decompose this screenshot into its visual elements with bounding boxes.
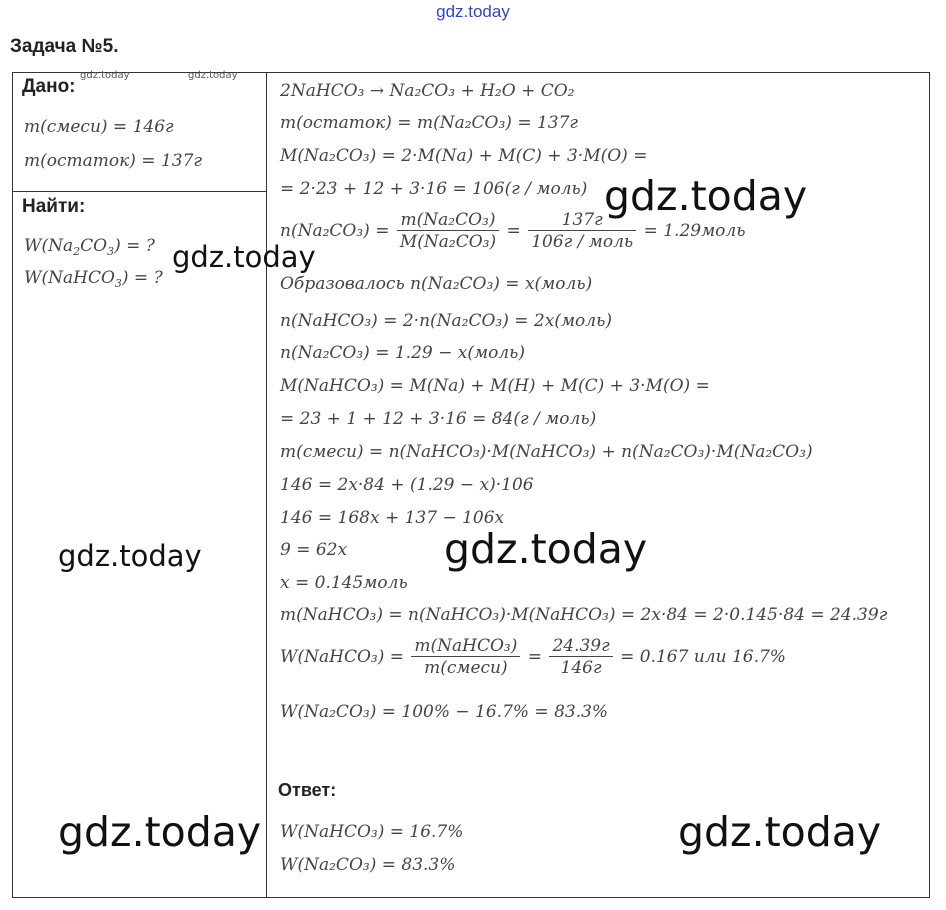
- mass-nahco3: m(NaHCO₃) = n(NaHCO₃)·M(NaHCO₃) = 2x·84 = 2·0.145·84 = 24.39г: [280, 605, 888, 625]
- molar-mass-na2co3-value: = 2·23 + 12 + 3·16 = 106(г / моль): [280, 179, 588, 199]
- w-na2co3: W(Na₂CO₃) = 100% − 16.7% = 83.3%: [280, 702, 609, 722]
- equation-line: 146 = 168x + 137 − 106x: [280, 508, 505, 528]
- table-horizontal-divider: [12, 191, 267, 192]
- equation-line: x = 0.145моль: [280, 573, 408, 593]
- moles-nahco3: n(NaHCO₃) = 2·n(Na₂CO₃) = 2x(моль): [280, 311, 613, 331]
- watermark: gdz.today: [58, 539, 202, 573]
- fraction: $\frac{\text{m(Na₂CO₃)}}{\text{M(Na₂CO₃)}}$: [397, 210, 499, 253]
- answer-line: W(Na₂CO₃) = 83.3%: [280, 855, 456, 875]
- molar-mass-nahco3-value: = 23 + 1 + 12 + 3·16 = 84(г / моль): [280, 409, 597, 429]
- find-line-na2co3: $W(Na_2CO_3)$ = ?: [24, 236, 155, 258]
- moles-na2co3: n(Na₂CO₃) = $\frac{\text{m(Na₂CO₃)}}{\text{M(Na₂CO₃)}}$ = $\frac{137г}{\text{106г / моль}}$ = 1.29моль: [280, 210, 746, 252]
- answer-header: Ответ:: [278, 780, 337, 800]
- find-line-nahco3: W(NaHCO$_3$) = ?: [24, 268, 163, 290]
- residue-mass: m(остаток) = m(Na₂CO₃) = 137г: [280, 113, 579, 133]
- fraction: $\frac{137г}{\text{106г / моль}}$: [528, 210, 636, 253]
- fraction: $\frac{\text{m(NaHCO₃)}}{\text{m(смеси)}}$: [411, 636, 520, 679]
- molar-mass-nahco3: M(NaHCO₃) = M(Na) + M(H) + M(C) + 3·M(O) =: [280, 376, 710, 396]
- w-nahco3: W(NaHCO₃) = $\frac{\text{m(NaHCO₃)}}{\text{m(смеси)}}$ = $\frac{24.39г}{146г}$ = 0.167 или 16.7%: [280, 636, 786, 678]
- watermark: gdz.today: [604, 172, 808, 220]
- watermark: gdz.today: [172, 240, 316, 274]
- watermark: gdz.today: [80, 70, 130, 81]
- reaction-equation: 2NaHCO₃ → Na₂CO₃ + H₂O + CO₂: [280, 81, 575, 101]
- molar-mass-na2co3: M(Na₂CO₃) = 2·M(Na) + M(C) + 3·M(O) =: [280, 146, 648, 166]
- equation-line: 146 = 2x·84 + (1.29 − x)·106: [280, 475, 534, 495]
- watermark: gdz.today: [678, 808, 882, 856]
- table-vertical-divider: [266, 72, 267, 898]
- watermark: gdz.today: [188, 70, 238, 81]
- given-line: m(смеси) = 146г: [24, 117, 174, 137]
- given-line: m(остаток) = 137г: [24, 151, 202, 171]
- site-link[interactable]: gdz.today: [436, 2, 510, 21]
- answer-line: W(NaHCO₃) = 16.7%: [280, 822, 464, 842]
- watermark: gdz.today: [444, 525, 648, 573]
- mixture-mass: m(смеси) = n(NaHCO₃)·M(NaHCO₃) + n(Na₂CO₃)·M(Na₂CO₃): [280, 442, 813, 462]
- equation-line: 9 = 62x: [280, 540, 348, 560]
- find-header: Найти:: [22, 196, 86, 217]
- fraction: $\frac{24.39г}{146г}$: [549, 636, 612, 679]
- watermark: gdz.today: [58, 808, 262, 856]
- given-header: Дано:: [22, 76, 76, 97]
- formed-line: Образовалось n(Na₂CO₃) = x(моль): [280, 274, 593, 294]
- moles-na2co3-rest: n(Na₂CO₃) = 1.29 − x(моль): [280, 343, 526, 363]
- problem-title: Задача №5.: [10, 36, 119, 57]
